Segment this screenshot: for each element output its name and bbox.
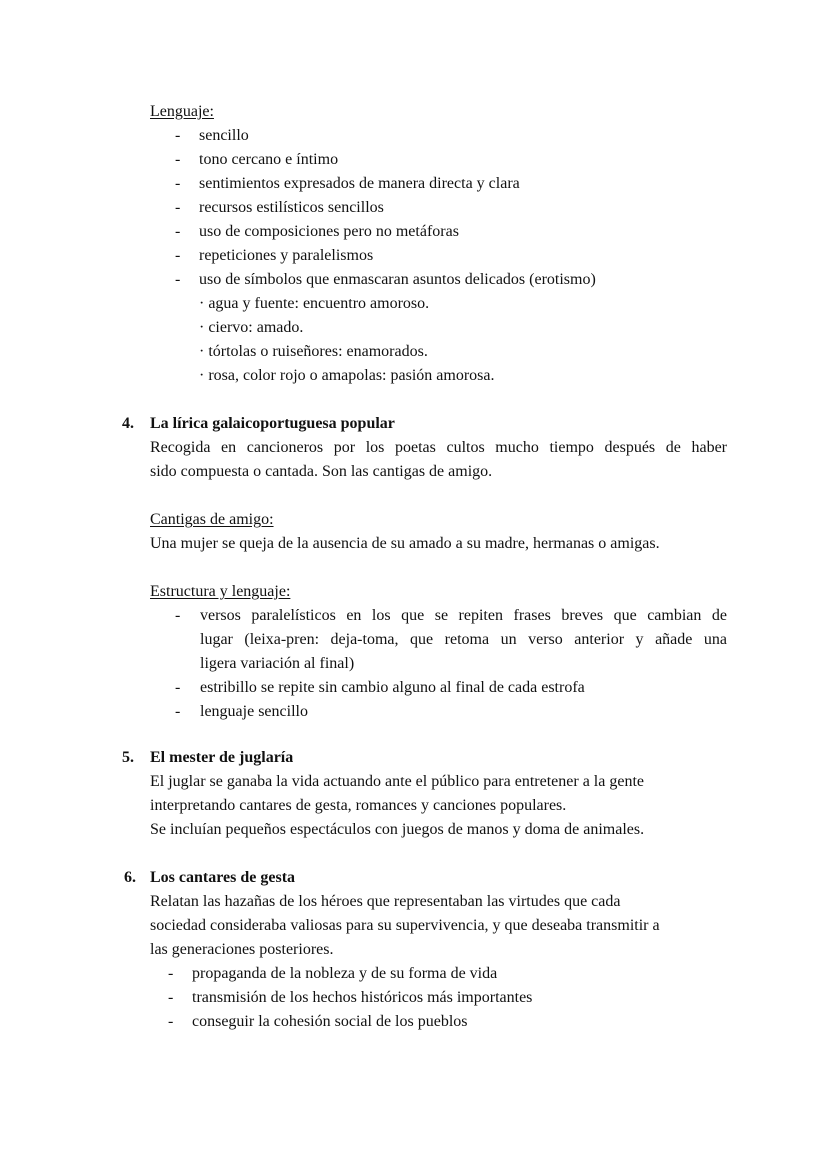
list-item: estribillo se repite sin cambio alguno al final de cada estrofa [200, 679, 585, 696]
list-item: recursos estilísticos sencillos [199, 199, 384, 216]
paragraph-line: las generaciones posteriores. [150, 941, 334, 958]
bullet-dash: - [175, 151, 181, 168]
paragraph-line: Recogida en cancioneros por los poetas cultos mucho tiempo después de haber [150, 439, 727, 456]
section-number: 5. [122, 749, 134, 766]
bullet-dash: - [175, 607, 181, 624]
bullet-dash: - [175, 247, 181, 264]
bullet-dash: - [175, 679, 181, 696]
list-item-line: lugar (leixa-pren: deja-toma, que retoma un verso anterior y añade una [200, 631, 727, 648]
symbol-item: · ciervo: amado. [199, 319, 304, 336]
bullet-dash: - [168, 989, 174, 1006]
list-item: sencillo [199, 127, 249, 144]
symbol-item: · agua y fuente: encuentro amoroso. [199, 295, 430, 312]
paragraph-line: Relatan las hazañas de los héroes que representaban las virtudes que cada [150, 893, 621, 910]
bullet-dash: - [175, 271, 181, 288]
paragraph-line: sido compuesta o cantada. Son las cantigas de amigo. [150, 463, 493, 480]
section-title: Los cantares de gesta [150, 869, 296, 886]
list-item: lenguaje sencillo [200, 703, 308, 720]
symbol-item: · rosa, color rojo o amapolas: pasión amorosa. [199, 367, 495, 384]
list-item-line: versos paralelísticos en los que se repiten frases breves que cambian de [200, 607, 727, 624]
list-item: sentimientos expresados de manera directa y clara [199, 175, 520, 192]
estructura-heading: Estructura y lenguaje: [150, 583, 291, 600]
paragraph-line: sociedad consideraba valiosas para su supervivencia, y que deseaba transmitir a [150, 917, 660, 934]
list-item: transmisión de los hechos históricos más importantes [192, 989, 533, 1006]
list-item: conseguir la cohesión social de los pueblos [192, 1013, 468, 1030]
list-item: uso de símbolos que enmascaran asuntos delicados (erotismo) [199, 271, 596, 288]
list-item: uso de composiciones pero no metáforas [199, 223, 459, 240]
section-number: 4. [122, 415, 134, 432]
bullet-dash: - [175, 199, 181, 216]
bullet-dash: - [168, 965, 174, 982]
list-item: repeticiones y paralelismos [199, 247, 374, 264]
cantigas-text: Una mujer se queja de la ausencia de su amado a su madre, hermanas o amigas. [150, 535, 660, 552]
bullet-dash: - [175, 223, 181, 240]
cantigas-heading: Cantigas de amigo: [150, 511, 274, 528]
bullet-dash: - [175, 127, 181, 144]
list-item: tono cercano e íntimo [199, 151, 339, 168]
paragraph-line: Se incluían pequeños espectáculos con juegos de manos y doma de animales. [150, 821, 645, 838]
lenguaje-heading: Lenguaje: [150, 103, 214, 120]
bullet-dash: - [175, 175, 181, 192]
bullet-dash: - [168, 1013, 174, 1030]
list-item-line: ligera variación al final) [200, 655, 355, 672]
section-number: 6. [124, 869, 136, 886]
section-title: La lírica galaicoportuguesa popular [150, 415, 395, 432]
paragraph-line: interpretando cantares de gesta, romances y canciones populares. [150, 797, 567, 814]
paragraph-line: El juglar se ganaba la vida actuando ante el público para entretener a la gente [150, 773, 644, 790]
symbol-item: · tórtolas o ruiseñores: enamorados. [199, 343, 428, 360]
section-title: El mester de juglaría [150, 749, 294, 766]
bullet-dash: - [175, 703, 181, 720]
list-item: propaganda de la nobleza y de su forma de vida [192, 965, 498, 982]
